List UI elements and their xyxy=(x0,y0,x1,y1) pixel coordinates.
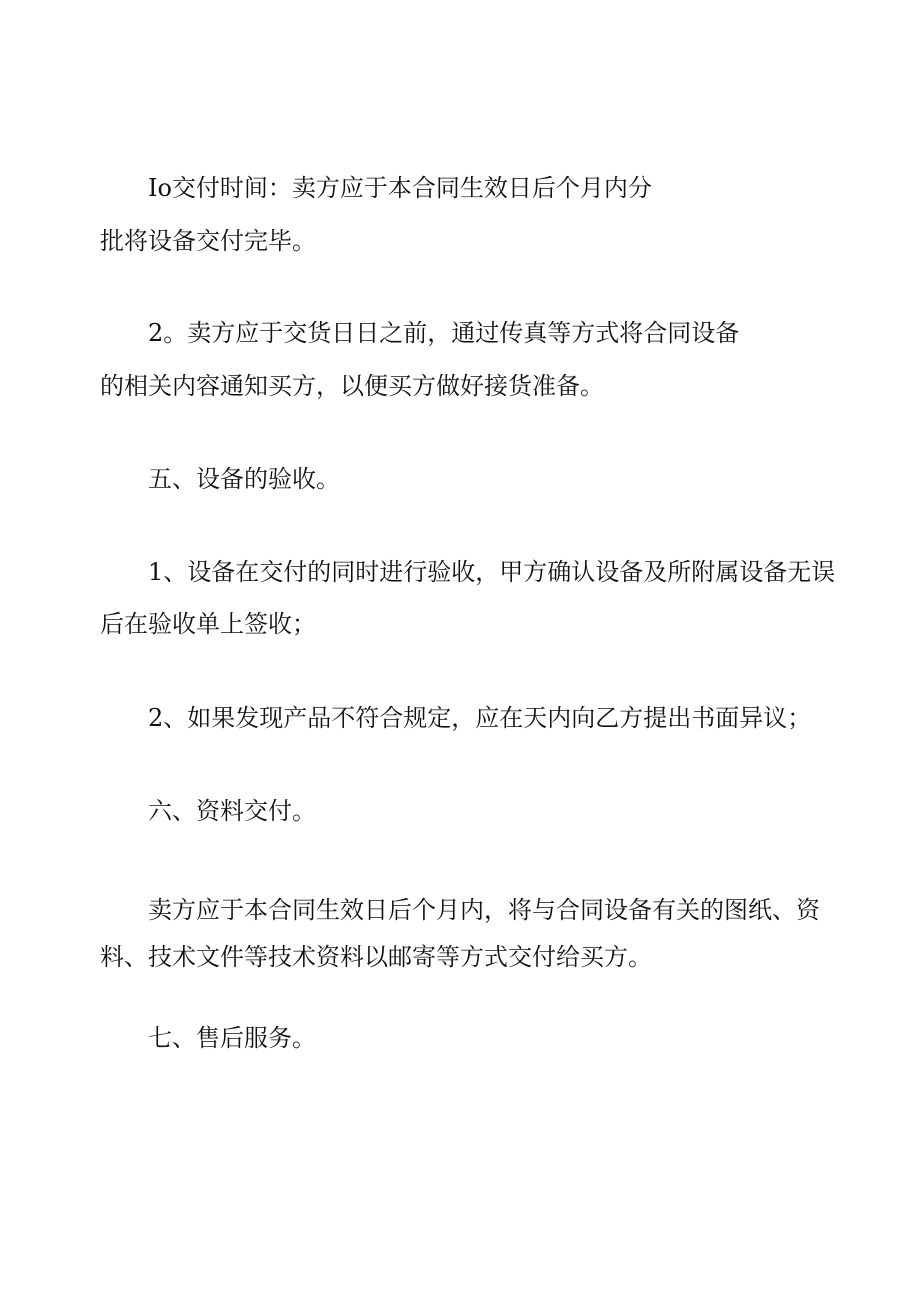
paragraph-documents-line-1: 卖方应于本合同生效日后个月内，将与合同设备有关的图纸、资 xyxy=(148,896,820,924)
paragraph-documents-line-2: 料、技术文件等技术资料以邮寄等方式交付给买方。 xyxy=(100,943,652,971)
section-heading-acceptance: 五、设备的验收。 xyxy=(148,465,340,493)
paragraph-delivery-time-line-2: 批将设备交付完毕。 xyxy=(100,227,316,255)
paragraph-acceptance-1-line-2: 后在验收单上签收； xyxy=(100,610,316,638)
section-heading-documents: 六、资料交付。 xyxy=(148,797,316,825)
section-heading-after-sales: 七、售后服务。 xyxy=(148,1024,316,1052)
paragraph-notice-line-1: 2。卖方应于交货日日之前，通过传真等方式将合同设备 xyxy=(148,319,740,347)
paragraph-acceptance-2: 2、如果发现产品不符合规定，应在天内向乙方提出书面异议； xyxy=(148,704,812,732)
paragraph-acceptance-1-line-1: 1、设备在交付的同时进行验收，甲方确认设备及所附属设备无误 xyxy=(148,558,836,586)
paragraph-notice-line-2: 的相关内容通知买方，以便买方做好接货准备。 xyxy=(100,372,604,400)
paragraph-delivery-time-line-1: Io交付时间：卖方应于本合同生效日后个月内分 xyxy=(148,174,652,202)
